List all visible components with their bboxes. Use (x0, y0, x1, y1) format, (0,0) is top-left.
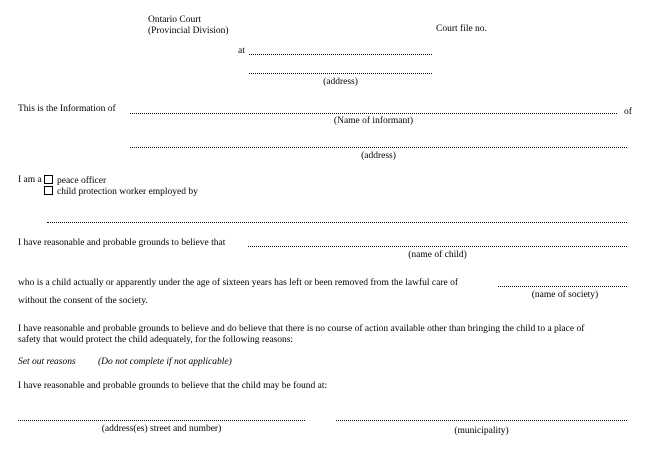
at-address-field-1[interactable] (249, 54, 432, 55)
informant-name-field[interactable] (130, 113, 617, 114)
court-name-line2: (Provincial Division) (148, 25, 229, 36)
of-label: of (624, 107, 632, 117)
court-file-no-label: Court file no. (436, 24, 487, 34)
cpw-checkbox[interactable] (44, 186, 53, 195)
at-address-field-2[interactable] (249, 73, 432, 74)
informant-address-caption: (address) (361, 151, 396, 161)
court-name (148, 15, 228, 37)
society-name-field[interactable] (498, 286, 627, 287)
cpw-option[interactable] (44, 186, 198, 198)
informant-address-field[interactable] (130, 147, 627, 148)
society-name-caption: (name of society) (531, 290, 599, 300)
employer-field[interactable] (47, 222, 627, 223)
at-label: at (238, 46, 245, 56)
municipality-field[interactable] (336, 420, 627, 421)
i-am-a-label: I am a (18, 175, 42, 185)
child-location-text: I have reasonable and probable grounds to believe that the child may be found at: (18, 381, 328, 391)
no-alternative-line2: safety that would protect the child adequately, for the following reasons: (18, 335, 294, 345)
peace-officer-checkbox[interactable] (44, 175, 53, 184)
without-consent-text: without the consent of the society. (18, 296, 148, 306)
at-address-caption: (address) (323, 77, 358, 87)
reasons-note: (Do not complete if not applicable) (98, 357, 232, 367)
street-address-caption: (address(es) street and number) (101, 424, 222, 434)
set-out-reasons-label: Set out reasons (18, 357, 76, 367)
information-of-label: This is the Information of (18, 104, 116, 114)
removal-text: who is a child actually or apparently under the age of sixteen years has left or been removed from the lawful care of (18, 278, 458, 288)
child-name-caption: (name of child) (408, 250, 467, 260)
municipality-caption: (municipality) (454, 426, 509, 436)
cpw-label: child protection worker employed by (57, 187, 198, 197)
street-address-field[interactable] (18, 420, 305, 421)
informant-name-caption: (Name of informant) (333, 116, 414, 126)
no-alternative-line1: I have reasonable and probable grounds to believe and do believe that there is no course of action available other than bringing the child to a place of (18, 324, 585, 334)
court-name-line1: Ontario Court (148, 15, 202, 25)
peace-officer-label: peace officer (57, 176, 107, 186)
child-name-field[interactable] (248, 246, 627, 247)
grounds-child-text: I have reasonable and probable grounds to believe that (18, 238, 226, 248)
